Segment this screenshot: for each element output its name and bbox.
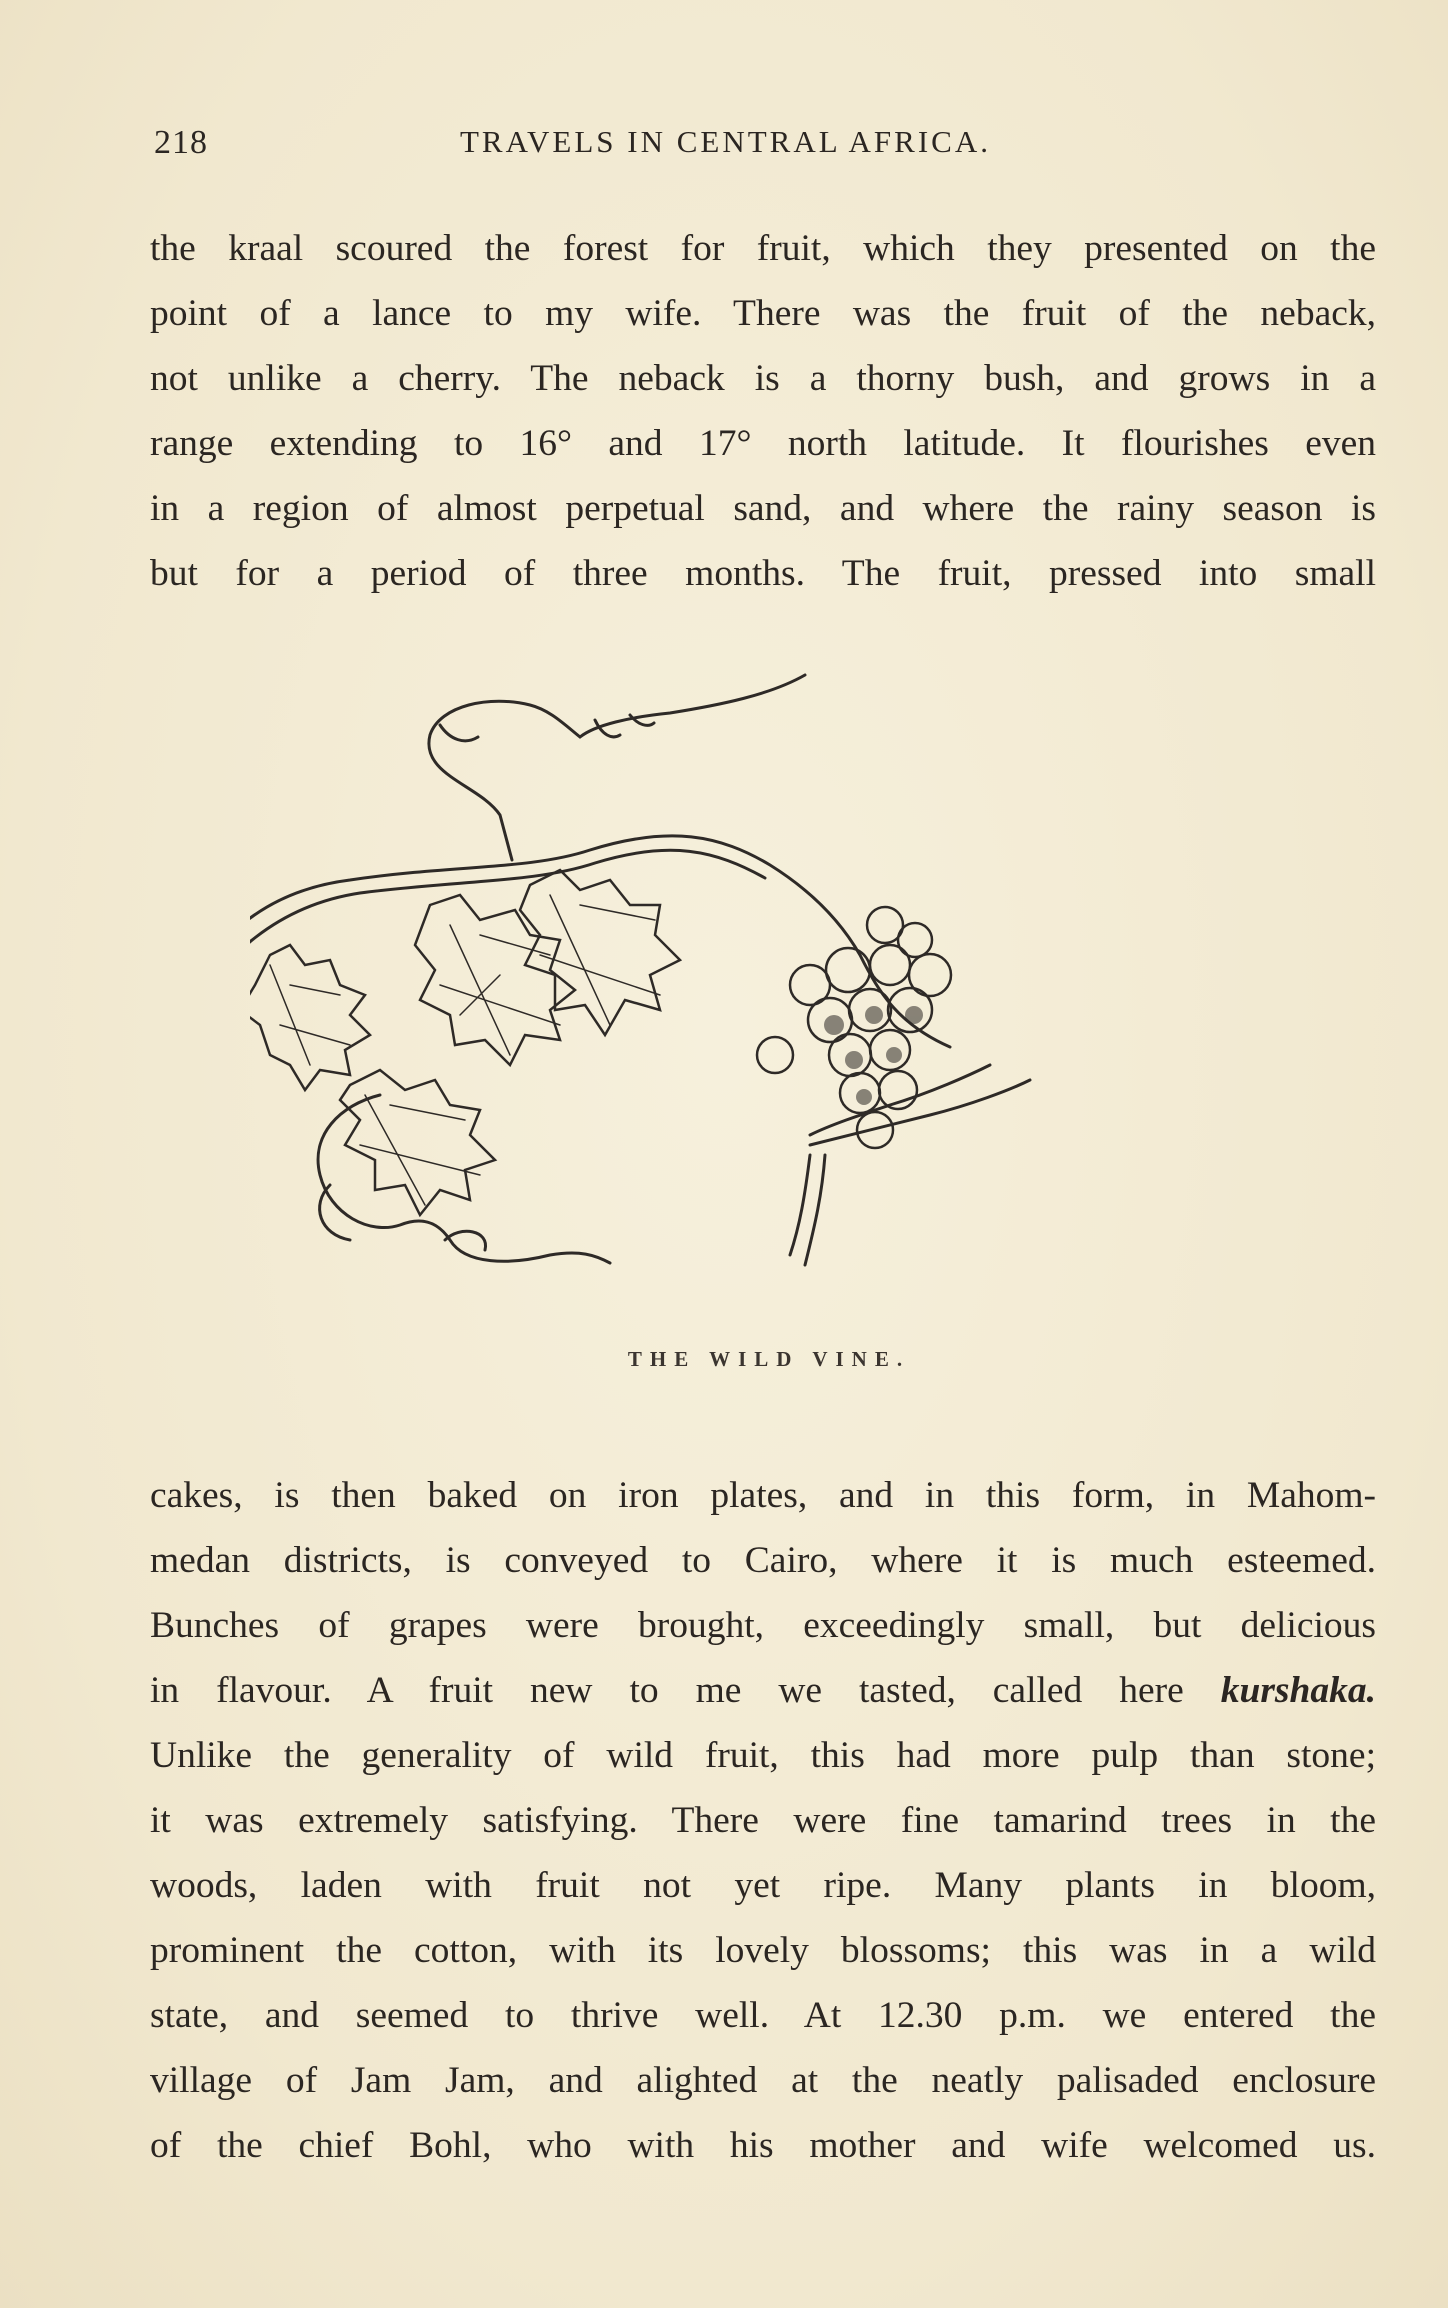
text-line: in a region of almost perpetual sand, and where the rainy season is xyxy=(150,488,1376,529)
italic-term: kurshaka. xyxy=(1220,1670,1376,1711)
text-line: woods, laden with fruit not yet ripe. Many plants in bloom, xyxy=(150,1865,1376,1906)
text-line: Bunches of grapes were brought, exceedingly small, but delicious xyxy=(150,1605,1376,1646)
text-line: the kraal scoured the forest for fruit, which they presented on the xyxy=(150,228,1376,269)
text-line: of the chief Bohl, who with his mother and wife welcomed us. xyxy=(150,2125,1376,2166)
text-line: but for a period of three months. The fruit, pressed into small xyxy=(150,553,1376,594)
page-number: 218 xyxy=(154,124,208,161)
illustration-caption: THE WILD VINE. xyxy=(627,1347,911,1371)
text-line: medan districts, is conveyed to Cairo, where it is much esteemed. xyxy=(150,1540,1376,1581)
wild-vine-engraving-icon xyxy=(250,665,1280,1330)
text-line: it was extremely satisfying. There were fine tamarind trees in the xyxy=(150,1800,1376,1841)
text-segment: in flavour. A fruit new to me we tasted, called here xyxy=(150,1670,1221,1711)
text-line: Unlike the generality of wild fruit, this had more pulp than stone; xyxy=(150,1735,1376,1776)
text-line xyxy=(150,1658,1376,1723)
paragraph-top xyxy=(150,216,1376,606)
page-header xyxy=(150,124,1370,174)
text-line: prominent the cotton, with its lovely blossoms; this was in a wild xyxy=(150,1930,1376,1971)
text-line: village of Jam Jam, and alighted at the neatly palisaded enclosure xyxy=(150,2060,1376,2101)
text-line: range extending to 16° and 17° north latitude. It flourishes even xyxy=(150,423,1376,464)
text-line: cakes, is then baked on iron plates, and in this form, in Mahom- xyxy=(150,1475,1376,1516)
text-line: not unlike a cherry. The neback is a thorny bush, and grows in a xyxy=(150,358,1376,399)
text-line: point of a lance to my wife. There was the fruit of the neback, xyxy=(150,293,1376,334)
running-head: TRAVELS IN CENTRAL AFRICA. xyxy=(460,124,991,159)
text-line: state, and seemed to thrive well. At 12.30 p.m. we entered the xyxy=(150,1995,1376,2036)
paragraph-bottom xyxy=(150,1463,1376,2178)
